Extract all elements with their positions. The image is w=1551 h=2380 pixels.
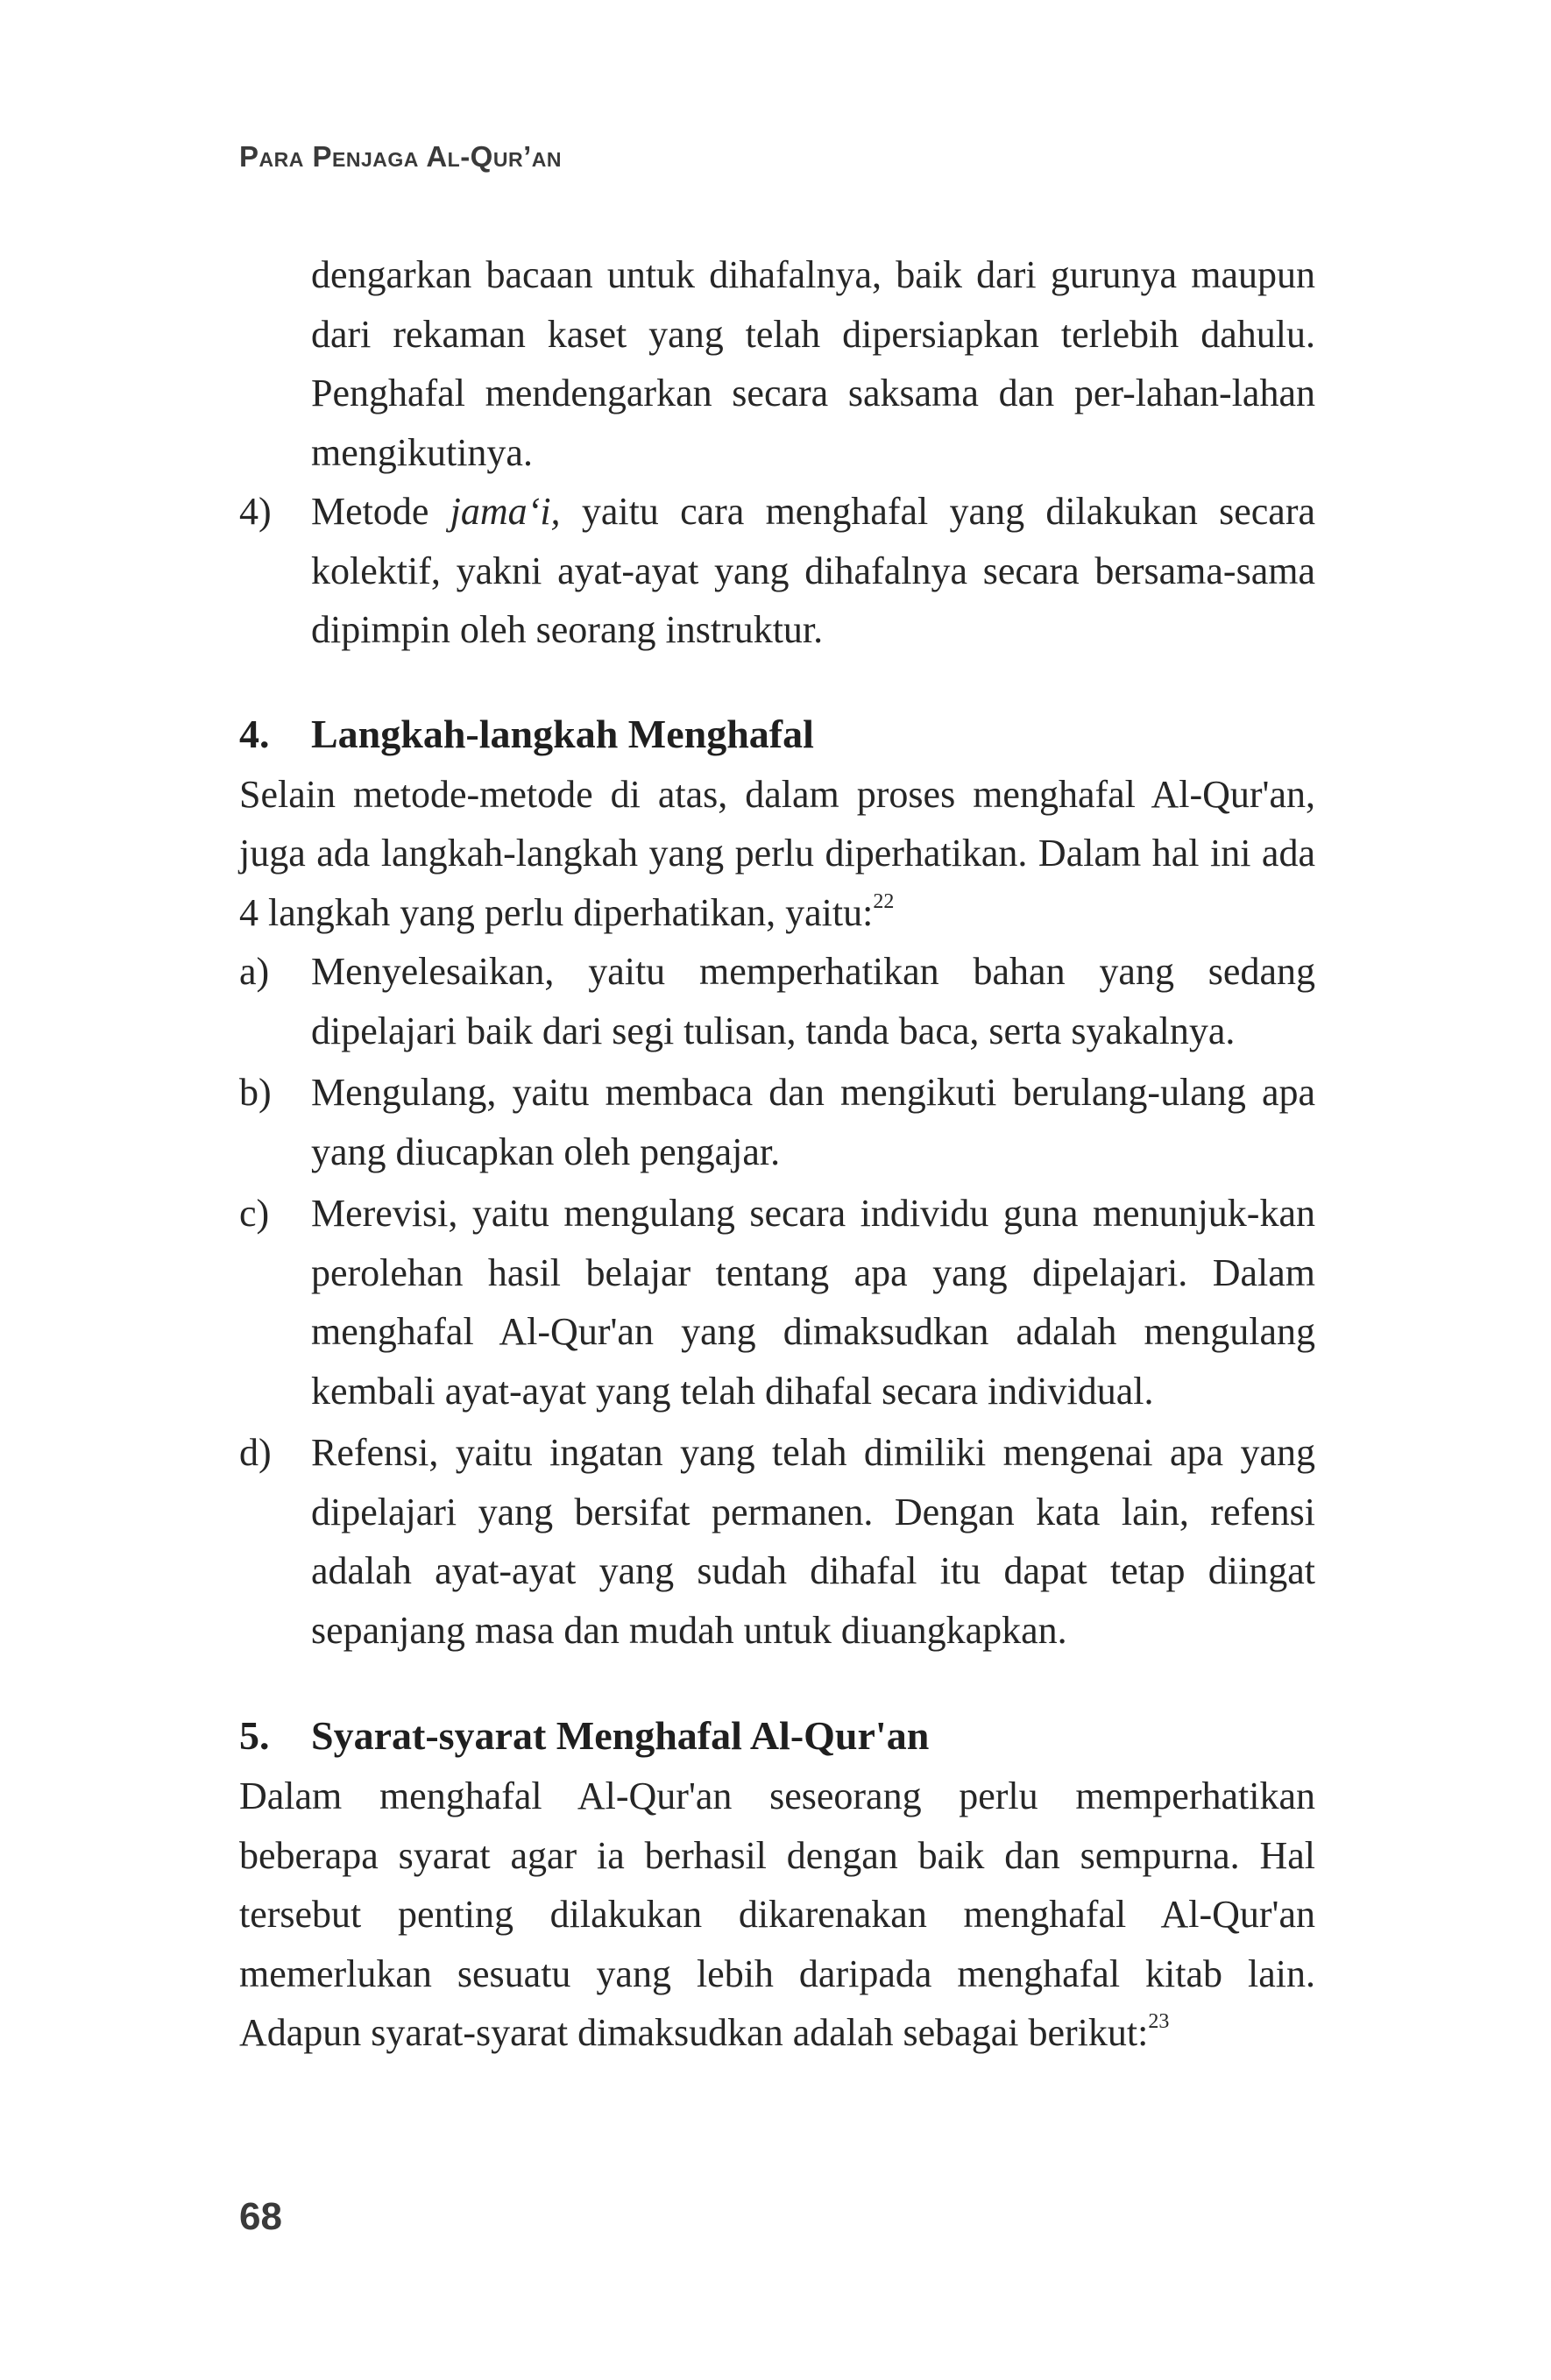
page-body xyxy=(239,245,1315,2063)
section-heading-4 xyxy=(239,704,1315,765)
method-term: jama‘i, xyxy=(450,490,561,533)
list-item-text: Merevisi, yaitu mengulang secara individu guna menunjuk-kan perolehan hasil belajar tentang apa yang dipelajari. Dalam menghafal Al-Qur'an yang dimaksudkan adalah mengulang kembali ayat-ayat yang telah dihafal secara individual. xyxy=(311,1192,1315,1413)
footnote-ref: 23 xyxy=(1148,2010,1170,2034)
section-title: Langkah-langkah Menghafal xyxy=(311,711,814,756)
intro-text: Selain metode-metode di atas, dalam proses menghafal Al-Qur'an, juga ada langkah-langkah yang perlu diperhatikan. Dalam hal ini ada 4 langkah yang perlu diperhatikan, yaitu: xyxy=(239,772,1315,934)
section-title: Syarat-syarat Menghafal Al-Qur'an xyxy=(311,1713,930,1758)
list-item xyxy=(239,1063,1315,1181)
list-item-text: Refensi, yaitu ingatan yang telah dimiliki mengenai apa yang dipelajari yang bersifat permanen. Dengan kata lain, refensi adalah ayat-ayat yang sudah dihafal itu dapat tetap diingat sepanjang masa dan mudah untuk diuangkapkan. xyxy=(311,1431,1315,1652)
list-marker: b) xyxy=(239,1071,272,1114)
page-number: 68 xyxy=(239,2195,282,2238)
intro-text: Dalam menghafal Al-Qur'an seseorang perlu memperhatikan beberapa syarat agar ia berhasil dengan baik dan sempurna. Hal tersebut penting dilakukan dikarenakan menghafal Al-Qur'an memerlukan sesuatu yang lebih daripada menghafal kitab lain. Adapun syarat-syarat dimaksudkan adalah sebagai berikut: xyxy=(239,1774,1315,2054)
list-item-text: Mengulang, yaitu membaca dan mengikuti berulang-ulang apa yang diucapkan oleh pengajar. xyxy=(311,1071,1315,1173)
list-item-text: Menyelesaikan, yaitu memperhatikan bahan yang sedang dipelajari baik dari segi tulisan, tanda baca, serta syakalnya. xyxy=(311,950,1315,1052)
method-prefix: Metode xyxy=(311,490,429,533)
list-item xyxy=(239,1423,1315,1660)
list-marker: d) xyxy=(239,1431,272,1474)
method-text: yaitu cara menghafal yang dilakukan secara kolektif, yakni ayat-ayat yang dihafalnya secara bersama-sama dipimpin oleh seorang instruktur. xyxy=(311,490,1315,651)
list-marker: a) xyxy=(239,950,270,993)
list-item xyxy=(239,1184,1315,1420)
section-4-intro xyxy=(239,765,1315,943)
continued-paragraph xyxy=(239,245,1315,482)
list-item xyxy=(239,942,1315,1060)
list-marker: c) xyxy=(239,1192,270,1235)
continued-paragraph-text: dengarkan bacaan untuk dihafalnya, baik dari gurunya maupun dari rekaman kaset yang telah dipersiapkan terlebih dahulu. Penghafal mendengarkan secara saksama dan per-lahan-lahan mengikutinya. xyxy=(311,253,1315,474)
list-marker: 4) xyxy=(239,490,272,533)
running-head: Para Penjaga Al-Qur’an xyxy=(239,140,562,173)
section-5-intro xyxy=(239,1767,1315,2063)
method-description xyxy=(311,482,1315,660)
section-number: 5. xyxy=(239,1713,270,1758)
footnote-ref: 22 xyxy=(873,889,895,913)
section-number: 4. xyxy=(239,711,270,756)
method-list-item xyxy=(239,482,1315,660)
section-heading-5 xyxy=(239,1705,1315,1767)
steps-list xyxy=(239,942,1315,1660)
